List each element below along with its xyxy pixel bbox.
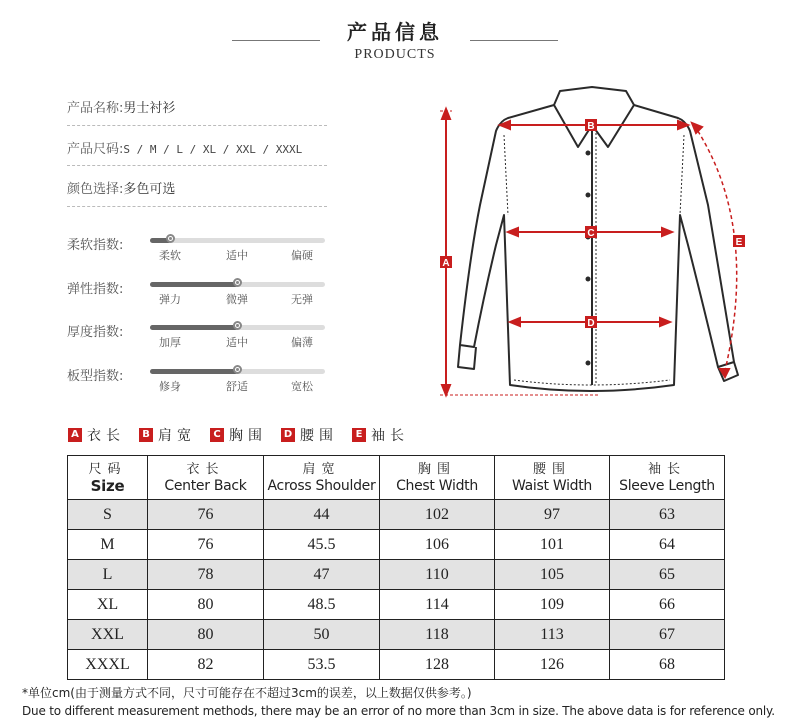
legend-badge: D [281,428,295,442]
table-row [68,500,725,530]
legend-label: 肩宽 [158,428,196,444]
header-cn: 胸围 [417,461,456,477]
table-body [68,500,725,680]
header-cn: 肩宽 [302,461,341,477]
size-cell: M [68,530,148,560]
index-tick-label: 弹力 [159,293,181,306]
table-header-cell [610,456,725,500]
index-tick-label: 柔软 [159,249,181,262]
table-row [68,650,725,680]
index-label: 弹性指数: [67,282,124,297]
index-slider-knob [166,234,175,243]
legend-item-b [139,425,196,445]
table-header-cell [68,456,148,500]
index-tick-label: 宽松 [291,380,313,393]
header-cn: 袖长 [647,461,686,477]
table-row [68,530,725,560]
header-en: Size [90,476,125,495]
measure-c-letter: C [587,228,595,239]
measurement-cell: 44 [264,500,380,530]
measurement-cell: 53.5 [264,650,380,680]
measurement-cell: 80 [148,620,264,650]
table-header-cell [380,456,495,500]
index-slider-track [150,325,325,330]
legend-label: 腰围 [300,428,338,444]
size-table [67,455,725,680]
page-title: 产品信息 [347,20,443,44]
product-name-row [67,97,175,116]
table-row [68,620,725,650]
shirt-button [586,361,591,366]
size-cell: XXL [68,620,148,650]
product-size-value: S / M / L / XL / XXL / XXXL [123,143,303,156]
legend-badge: B [139,428,153,442]
index-slider-fill [150,369,238,374]
unit-note: *单位cm(由于测量方式不同，尺寸可能存在不超过3cm的误差，以上数据仅供参考。) [22,686,472,700]
index-label: 柔软指数: [67,238,124,253]
header-cn: 腰围 [532,461,571,477]
index-tick-label: 加厚 [159,336,181,349]
table-header-row [68,456,725,500]
measurement-cell: 128 [380,650,495,680]
page-subtitle: PRODUCTS [354,47,436,62]
shirt-button [586,277,591,282]
legend-badge: C [210,428,224,442]
legend-item-a [68,425,125,445]
index-tick-label: 偏薄 [291,336,313,349]
size-cell: XXXL [68,650,148,680]
table-row [68,590,725,620]
index-label: 厚度指数: [67,325,124,340]
measure-a-letter: A [442,258,450,269]
index-tick-label: 适中 [226,336,248,349]
size-cell: XL [68,590,148,620]
table-header-cell [264,456,380,500]
measurement-cell: 63 [610,500,725,530]
measurement-cell: 76 [148,530,264,560]
size-cell: L [68,560,148,590]
product-color-value: 多色可选 [123,182,176,197]
table-header-cell [495,456,610,500]
measurement-cell: 45.5 [264,530,380,560]
table-header-cell [148,456,264,500]
product-name-value: 男士衬衫 [123,101,176,116]
divider [67,165,327,166]
legend-item-e [352,425,409,445]
measurement-cell: 76 [148,500,264,530]
index-tick-label: 无弹 [291,293,313,306]
index-slider-fill [150,282,238,287]
measurement-cell: 68 [610,650,725,680]
header-en: Across Shoulder [267,477,376,494]
shirt-body-outline [460,105,734,391]
legend-badge: E [352,428,366,442]
product-name-label: 产品名称: [67,101,124,116]
index-slider-track [150,282,325,287]
index-slider-fill [150,325,238,330]
measurement-legend [68,425,423,445]
table-row [68,560,725,590]
measurement-cell: 50 [264,620,380,650]
measurement-cell: 82 [148,650,264,680]
measurement-cell: 102 [380,500,495,530]
measurement-cell: 97 [495,500,610,530]
header-en: Chest Width [396,477,478,494]
measurement-cell: 67 [610,620,725,650]
divider [67,206,327,207]
index-tick-label: 微弹 [226,293,248,306]
index-tick-label: 舒适 [226,380,248,393]
index-slider-track [150,369,325,374]
legend-label: 衣长 [87,428,125,444]
legend-label: 胸围 [229,428,267,444]
index-tick-label: 修身 [159,380,181,393]
product-color-row [67,178,175,197]
measurement-cell: 106 [380,530,495,560]
measurement-cell: 47 [264,560,380,590]
measurement-cell: 109 [495,590,610,620]
measurement-cell: 66 [610,590,725,620]
measurement-cell: 105 [495,560,610,590]
header-en: Center Back [164,477,247,494]
measurement-cell: 118 [380,620,495,650]
shirt-button [586,193,591,198]
header-en: Sleeve Length [619,477,715,494]
index-slider-knob [233,321,242,330]
size-cell: S [68,500,148,530]
legend-label: 袖长 [371,428,409,444]
product-color-label: 颜色选择: [67,182,124,197]
shirt-measurement-diagram [440,85,760,405]
error-disclaimer: Due to different measurement methods, there may be an error of no more than 3cm in size. The above data is for reference only. [22,704,775,718]
measurement-cell: 48.5 [264,590,380,620]
divider [67,125,327,126]
measure-e-letter: E [735,237,743,248]
header-cn: 尺码 [88,461,127,477]
measurement-cell: 65 [610,560,725,590]
product-size-row [67,138,302,157]
legend-item-c [210,425,267,445]
measurement-cell: 80 [148,590,264,620]
index-tick-label: 偏硬 [291,249,313,262]
shirt-left-cuff [458,345,476,369]
measurement-cell: 78 [148,560,264,590]
index-slider-knob [233,365,242,374]
header-cn: 衣长 [186,461,225,477]
index-slider-track [150,238,325,243]
shirt-button [586,151,591,156]
product-size-label: 产品尺码: [67,142,124,157]
index-tick-label: 适中 [226,249,248,262]
index-label: 板型指数: [67,369,124,384]
measurement-cell: 101 [495,530,610,560]
measurement-cell: 114 [380,590,495,620]
measurement-cell: 126 [495,650,610,680]
measure-d-letter: D [587,318,595,329]
legend-badge: A [68,428,82,442]
measurement-cell: 113 [495,620,610,650]
header-en: Waist Width [511,477,593,494]
measure-b-letter: B [587,121,595,132]
index-slider-knob [233,278,242,287]
measurement-cell: 110 [380,560,495,590]
measurement-cell: 64 [610,530,725,560]
legend-item-d [281,425,338,445]
